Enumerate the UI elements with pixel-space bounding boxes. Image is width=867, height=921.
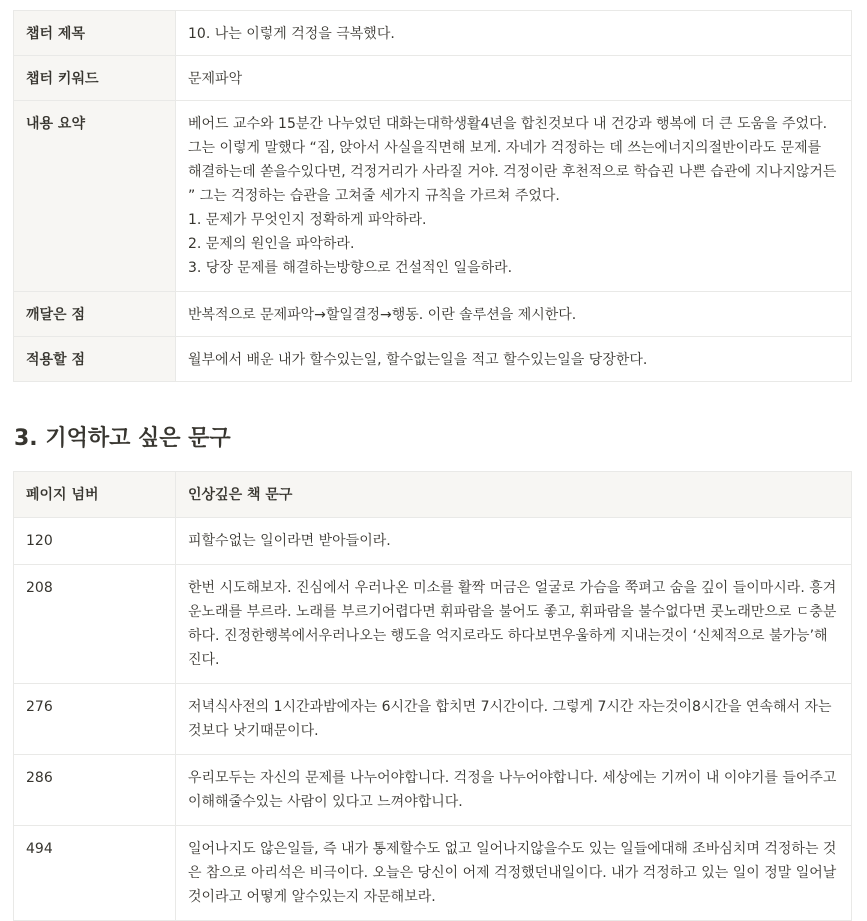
chapter-summary-table xyxy=(13,10,852,382)
column-header-quote: 인상깊은 책 문구 xyxy=(176,472,852,518)
page-number: 494 xyxy=(14,826,176,921)
page xyxy=(0,10,867,921)
page-number: 276 xyxy=(14,684,176,755)
quote-text: 저녁식사전의 1시간과밤에자는 6시간을 합치면 7시간이다. 그렇게 7시간 자는것이8시간을 연속해서 자는것보다 낫기때문이다. xyxy=(176,684,852,755)
table-row xyxy=(14,56,852,101)
table-row xyxy=(14,518,852,565)
quote-text: 한번 시도해보자. 진심에서 우러나온 미소를 활짝 머금은 얼굴로 가슴을 쭉펴고 숨을 깊이 들이마시라. 흥겨운노래를 부르라. 노래를 부르기어렵다면 휘파람을 불어도 좋고, 휘파람을 불수없다면 콧노래만으로 ㄷ충분하다. 진정한행복에서우러나오는 행도을 억지로라도 하다보면우울하게 지내는것이 ‘신체적으로 불가능’해진다. xyxy=(176,565,852,684)
quotes-table xyxy=(13,471,852,921)
table-row xyxy=(14,337,852,382)
quote-text: 일어나지도 않은일들, 즉 내가 통제할수도 없고 일어나지않을수도 있는 일들에대해 조바심치며 걱정하는 것은 참으로 아리석은 비극이다. 오늘은 당신이 어제 걱정했던내일이다. 내가 걱정하고 있는 일이 정말 일어날것이라고 어떻게 알수있는지 자문해보라. xyxy=(176,826,852,921)
table-row xyxy=(14,826,852,921)
table-row xyxy=(14,292,852,337)
row-label: 깨달은 점 xyxy=(14,292,176,337)
page-number: 208 xyxy=(14,565,176,684)
row-label: 적용할 점 xyxy=(14,337,176,382)
table-row xyxy=(14,565,852,684)
quote-text: 피할수없는 일이라면 받아들이라. xyxy=(176,518,852,565)
table-row xyxy=(14,101,852,292)
quote-text: 우리모두는 자신의 문제를 나누어야합니다. 걱정을 나누어야합니다. 세상에는 기꺼이 내 이야기를 들어주고 이해해줄수있는 사람이 있다고 느껴야합니다. xyxy=(176,755,852,826)
table-row xyxy=(14,684,852,755)
row-value: 월부에서 배운 내가 할수있는일, 할수없는일을 적고 할수있는일을 당장한다. xyxy=(176,337,852,382)
table-row xyxy=(14,11,852,56)
page-number: 120 xyxy=(14,518,176,565)
row-value: 베어드 교수와 15분간 나누었던 대화는대학생활4년을 합친것보다 내 건강과 행복에 더 큰 도움을 주었다. 그는 이렇게 말했다 “짐, 앉아서 사실을직면해 보게. 자네가 걱정하는 데 쓰는에너지의절반이라도 문제를 해결하는데 쏟을수있다면, 걱정거리가 사라질 거야. 걱정이란 후천적으로 학습괸 나쁜 습관에 지나지않거든 ” 그는 걱정하는 습관을 고쳐줄 세가지 규칙을 가르쳐 주었다. 1. 문제가 무엇인지 정확하게 파악하라. 2. 문제의 원인을 파악하라. 3. 당장 문제를 해결하는방향으로 건설적인 일을하라. xyxy=(176,101,852,292)
row-value: 반복적으로 문제파악→할일결정→행동. 이란 솔루션을 제시한다. xyxy=(176,292,852,337)
row-value: 문제파악 xyxy=(176,56,852,101)
row-label: 내용 요약 xyxy=(14,101,176,292)
table-row xyxy=(14,755,852,826)
row-label: 챕터 키워드 xyxy=(14,56,176,101)
column-header-page: 페이지 넘버 xyxy=(14,472,176,518)
table-header-row xyxy=(14,472,852,518)
row-label: 챕터 제목 xyxy=(14,11,176,56)
section-heading: 3. 기억하고 싶은 문구 xyxy=(14,426,231,451)
page-number: 286 xyxy=(14,755,176,826)
row-value: 10. 나는 이렇게 걱정을 극복했다. xyxy=(176,11,852,56)
